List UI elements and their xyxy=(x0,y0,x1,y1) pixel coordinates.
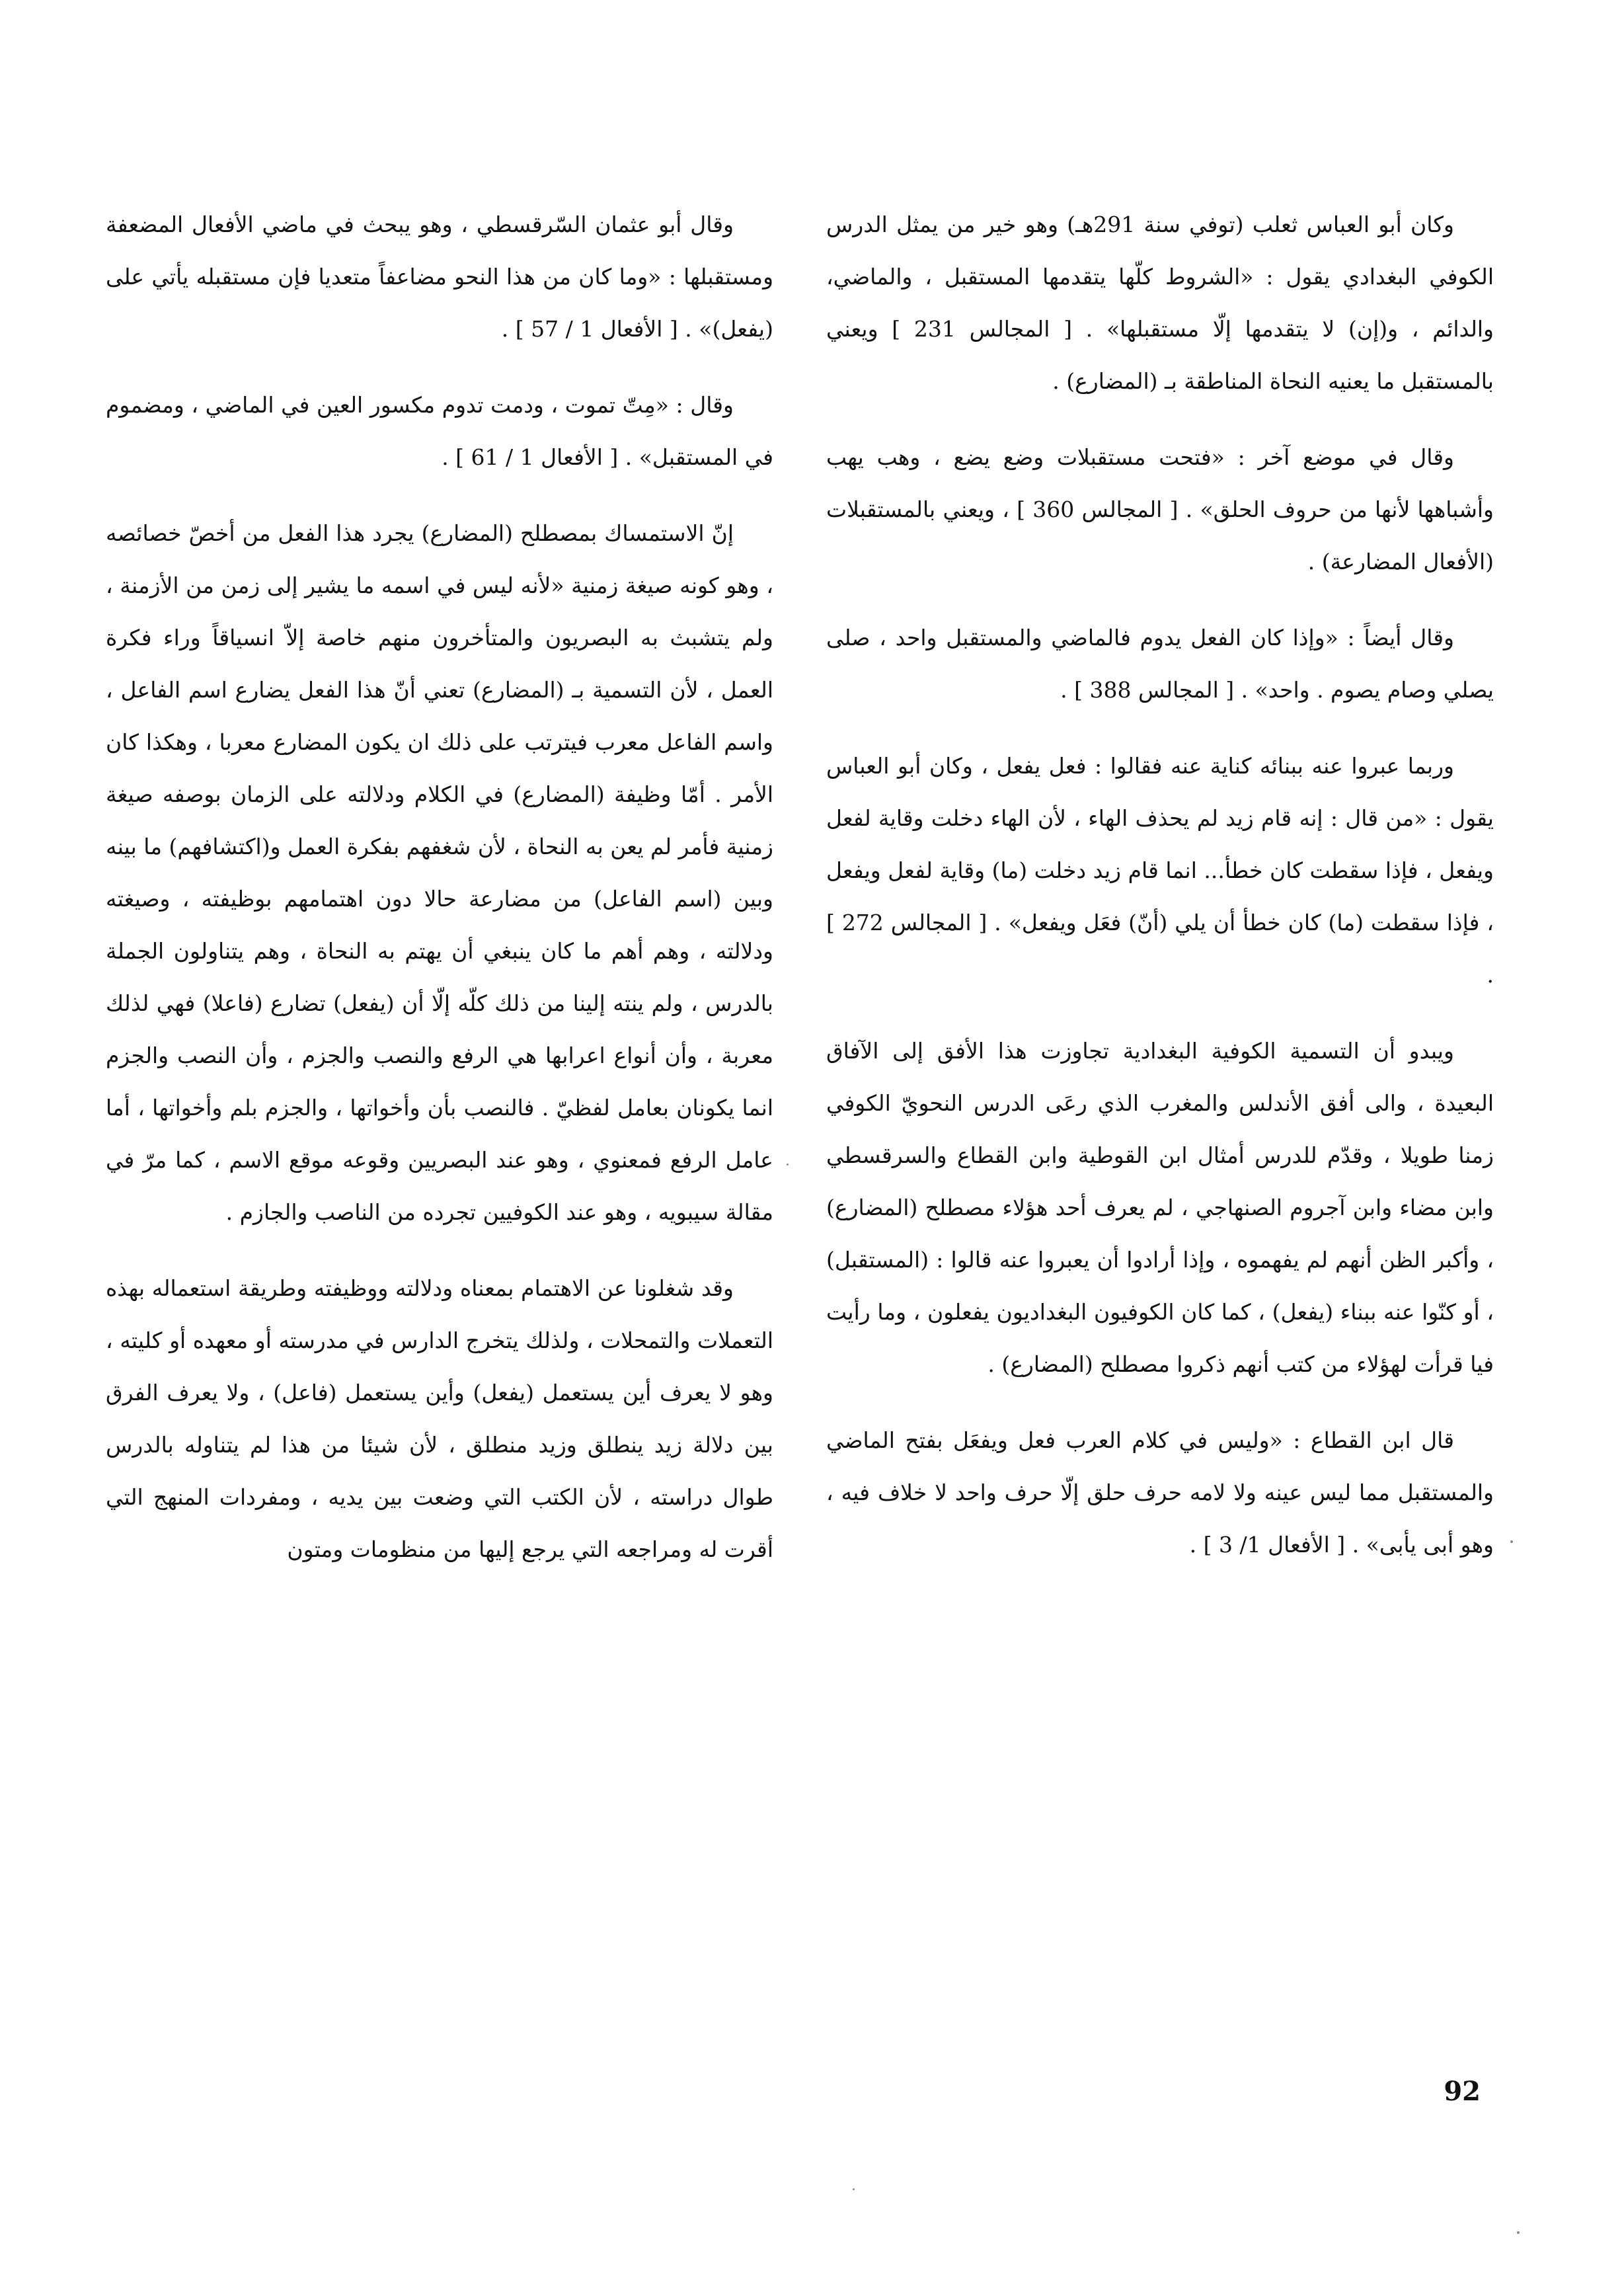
left-column xyxy=(106,198,773,1599)
paragraph: وقد شغلونا عن الاهتمام بمعناه ودلالته ووظيفته وطريقة استعماله بهذه التعملات والتمحلات ، ولذلك يتخرج الدارس في مدرسته أو معهده أو كليته ، وهو لا يعرف أين يستعمل (يفعل) وأين يستعمل (فاعل) ، ولا يعرف الفرق بين دلالة زيد ينطلق وزيد منطلق ، لأن شيئا من هذا لم يتناوله بالدرس طوال دراسته ، لأن الكتب التي وضعت بين يديه ، ومفردات المنهج التي أقرت له ومراجعه التي يرجع إليها من منظومات ومتون xyxy=(106,1275,773,1562)
paragraph: قال ابن القطاع : «وليس في كلام العرب فعل ويفعَل بفتح الماضي والمستقبل مما ليس عينه ولا لامه حرف حلق إلّا حرف واحد لا خلاف فيه ، وهو أبى يأبى» . [ الأفعال 1/ 3 ] . xyxy=(826,1427,1494,1558)
paragraph: وربما عبروا عنه ببنائه كناية عنه فقالوا : فعل يفعل ، وكان أبو العباس يقول : «من قال : إنه قام زيد لم يحذف الهاء ، لأن الهاء دخلت وقاية لفعل ويفعل ، فإذا سقطت كان خطأ... انما قام زيد دخلت (ما) وقاية لفعل ويفعل ، فإذا سقطت (ما) كان خطأ أن يلي (أنّ) فعَل ويفعل» . [ المجالس 272 ] . xyxy=(826,753,1494,988)
right-column xyxy=(826,198,1494,1595)
scan-speck xyxy=(1517,2231,1520,2234)
scan-speck xyxy=(787,1164,789,1166)
paragraph: وقال في موضع آخر : «فتحت مستقبلات وضع يضع ، وهب يهب وأشباهها لأنها من حروف الحلق» . [ المجالس 360 ] ، ويعني بالمستقبلات (الأفعال المضارعة) . xyxy=(826,444,1494,574)
paragraph: وكان أبو العباس ثعلب (توفي سنة 291هـ) وهو خير من يمثل الدرس الكوفي البغدادي يقول : «الشروط كلّها يتقدمها المستقبل ، والماضي، والدائم ، و(إن) لا يتقدمها إلّا مستقبلها» . [ المجالس 231 ] ويعني بالمستقبل ما يعنيه النحاة المناطقة بـ (المضارع) . xyxy=(826,212,1494,394)
paragraph: وقال أبو عثمان السّرقسطي ، وهو يبحث في ماضي الأفعال المضعفة ومستقبلها : «وما كان من هذا النحو مضاعفاً متعديا فإن مستقبله يأتي على (يفعل)» . [ الأفعال 1 / 57 ] . xyxy=(106,212,773,342)
scan-speck xyxy=(1510,1540,1513,1543)
paragraph: وقال : «مِتّ تموت ، ودمت تدوم مكسور العين في الماضي ، ومضموم في المستقبل» . [ الأفعال 1 / 61 ] . xyxy=(106,392,773,470)
paragraph: إنّ الاستمساك بمصطلح (المضارع) يجرد هذا الفعل من أخصّ خصائصه ، وهو كونه صيغة زمنية «لأنه ليس في اسمه ما يشير إلى زمن من الأزمنة ، ولم يتشبث به البصريون والمتأخرون منهم خاصة إلاّ انسياقاً وراء فكرة العمل ، لأن التسمية بـ (المضارع) تعني أنّ هذا الفعل يضارع اسم الفاعل ، واسم الفاعل معرب فيترتب على ذلك ان يكون المضارع معربا ، وهكذا كان الأمر . أمّا وظيفة (المضارع) في الكلام ودلالته على الزمان بوصفه صيغة زمنية فأمر لم يعن به النحاة ، لأن شغفهم بفكرة العمل و(اكتشافهم) ما بينه وبين (اسم الفاعل) من مضارعة حالا دون اهتمامهم بوظيفته ، وصيغته ودلالته ، وهم أهم ما كان ينبغي أن يهتم به النحاة ، وهم يتناولون الجملة بالدرس ، ولم ينته إلينا من ذلك كلّه إلّا أن (يفعل) تضارع (فاعلا) فهي لذلك معربة ، وأن أنواع اعرابها هي الرفع والنصب والجزم ، وأن النصب والجزم انما يكونان بعامل لفظيّ . فالنصب بأن وأخواتها ، والجزم بلم وأخواتها ، أما عامل الرفع فمعنوي ، وهو عند البصريين وقوعه موقع الاسم ، كما مرّ في مقالة سيبويه ، وهو عند الكوفيين تجرده من الناصب والجازم . xyxy=(106,520,773,1225)
page-number: 92 xyxy=(1444,2076,1481,2107)
paragraph: وقال أيضاً : «وإذا كان الفعل يدوم فالماضي والمستقبل واحد ، صلى يصلي وصام يصوم . واحد» . [ المجالس 388 ] . xyxy=(826,625,1494,703)
scan-speck xyxy=(853,2188,855,2190)
paragraph: ويبدو أن التسمية الكوفية البغدادية تجاوزت هذا الأفق إلى الآفاق البعيدة ، والى أفق الأندلس والمغرب الذي رعَى الدرس النحويّ الكوفي زمنا طويلا ، وقدّم للدرس أمثال ابن القوطية وابن القطاع والسرقسطي وابن مضاء وابن آجروم الصنهاجي ، لم يعرف أحد هؤلاء مصطلح (المضارع) ، وأكبر الظن أنهم لم يفهموه ، وإذا أرادوا أن يعبروا عنه قالوا : (المستقبل) ، أو كنّوا عنه ببناء (يفعل) ، كما كان الكوفيون البغداديون يفعلون ، وما رأيت فيا قرأت لهؤلاء من كتب أنهم ذكروا مصطلح (المضارع) . xyxy=(826,1038,1494,1377)
